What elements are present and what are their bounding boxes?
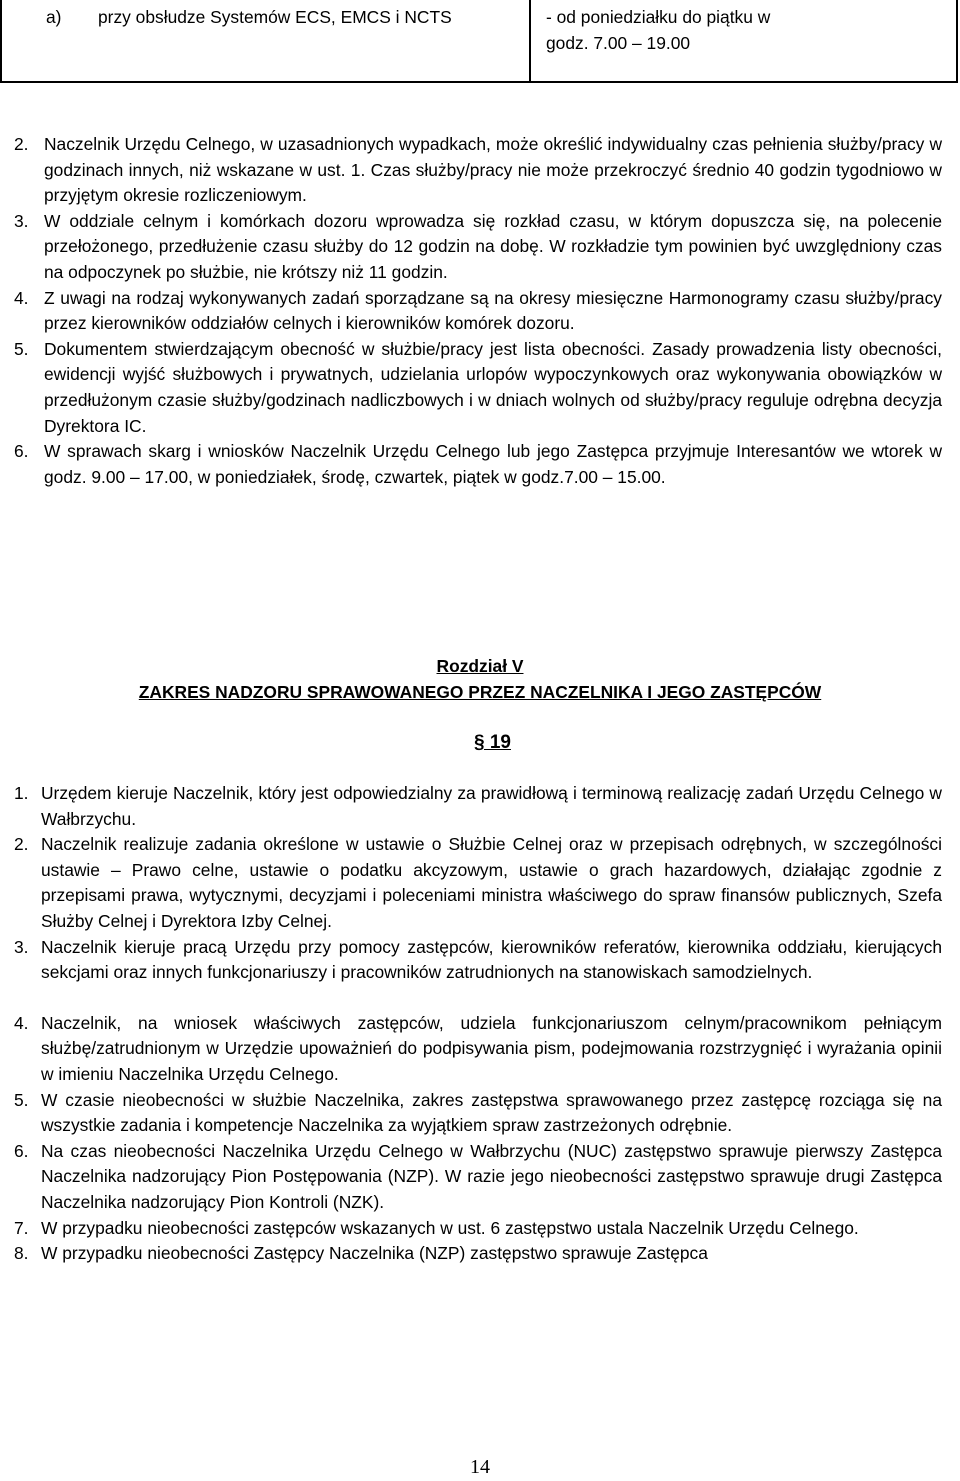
- list-item: [14, 337, 942, 439]
- item-text: Naczelnik kieruje pracą Urzędu przy pomocy zastępców, kierowników referatów, kierownika oddziału, kierujących sekcjami oraz innych funkcjonariuszy i pracowników zatrudnionych na stanowiskach samodzielnych.: [41, 936, 942, 983]
- upper-list: [14, 132, 942, 490]
- list-item: [14, 832, 942, 934]
- item-text: Urzędem kieruje Naczelnik, który jest odpowiedzialny za prawidłową i terminową realizację zadań Urzędu Celnego w Wałbrzychu.: [41, 783, 942, 829]
- item-number: 4.: [14, 1012, 29, 1033]
- list-item: [14, 1088, 942, 1139]
- item-text: Na czas nieobecności Naczelnika Urzędu Celnego w Wałbrzychu (NUC) zastępstwo sprawuje pierwszy Zastępca Naczelnika nadzorujący Pion Postępowania (NZP). W razie jego nieobecności zastępstwo sprawuje drugi Zastępca Naczelnika nadzorujący Pion Kontroli (NZK).: [41, 1140, 942, 1212]
- item-text: W czasie nieobecności w służbie Naczelnika, zakres zastępstwa sprawowanego przez zastępcę rozciąga się na wszystkie zadania i kompetencje Naczelnika za wyjątkiem spraw zastrzeżonych odrębnie.: [41, 1089, 942, 1136]
- hours-table: [0, 0, 958, 83]
- list-item: [14, 1241, 942, 1267]
- list-item: [14, 781, 942, 832]
- item-number: 3.: [14, 936, 29, 957]
- list-item: [14, 209, 942, 286]
- item-number: 5.: [14, 1089, 29, 1110]
- list-item: [14, 439, 942, 490]
- table-cell-right: - od poniedziałku do piątku w godz. 7.00 – 19.00: [546, 7, 771, 53]
- list-item: [14, 1216, 942, 1242]
- item-text: W przypadku nieobecności Zastępcy Naczelnika (NZP) zastępstwo sprawuje Zastępca: [41, 1243, 708, 1264]
- item-text: W przypadku nieobecności zastępców wskazanych w ust. 6 zastępstwo ustala Naczelnik Urzędu Celnego.: [41, 1217, 859, 1238]
- item-number: 5.: [14, 338, 29, 359]
- item-text: W oddziale celnym i komórkach dozoru wprowadza się rozkład czasu, w którym dopuszcza się, na polecenie przełożonego, przedłużenie czasu służby do 12 godzin na dobę. W rozkładzie tym powinien być uwzględniony czas na odpoczynek po służbie, nie krótszy niż 11 godzin.: [44, 210, 942, 282]
- item-number: 2.: [14, 834, 29, 855]
- list-item: [14, 935, 942, 986]
- list-item: [14, 132, 942, 209]
- item-number: 6.: [14, 1140, 29, 1161]
- item-text: Z uwagi na rodzaj wykonywanych zadań sporządzane są na okresy miesięczne Harmonogramy czasu służby/pracy przez kierowników oddziałów celnych i kierowników komórek dozoru.: [44, 287, 942, 334]
- lower-list: [14, 781, 942, 1267]
- table-divider: [529, 0, 531, 81]
- item-number: 1.: [14, 783, 29, 803]
- item-number: 3.: [14, 210, 29, 231]
- table-item-number: a): [46, 7, 62, 27]
- item-number: 8.: [14, 1243, 29, 1264]
- chapter-title: ZAKRES NADZORU SPRAWOWANEGO PRZEZ NACZELNIKA I JEGO ZASTĘPCÓW: [138, 682, 822, 702]
- item-text: W sprawach skarg i wniosków Naczelnik Urzędu Celnego lub jego Zastępca przyjmuje Interesantów we wtorek w godz. 9.00 – 17.00, w poniedziałek, środę, czwartek, piątek w godz.7.00 – 15.00.: [44, 441, 942, 487]
- item-number: 4.: [14, 287, 29, 308]
- paragraph-sign: § 19: [474, 732, 511, 753]
- item-number: 7.: [14, 1217, 29, 1238]
- item-text: Naczelnik, na wniosek właściwych zastępców, udziela funkcjonariuszom celnym/pracownikom pełniącym służbę/zatrudnionym w Urzędzie upoważnień do podpisywania pism, podejmowania rozstrzygnięć i wyrażania opinii w imieniu Naczelnika Urzędu Celnego.: [41, 1012, 942, 1084]
- page-number: 14: [470, 1456, 490, 1478]
- item-number: 2.: [14, 134, 29, 154]
- item-number: 6.: [14, 441, 29, 462]
- item-text: Dokumentem stwierdzającym obecność w służbie/pracy jest lista obecności. Zasady prowadzenia listy obecności, ewidencji wyjść służbowych i prywatnych, udzielania urlopów wypoczynkowych oraz wykonywania obowiązków w przedłużonym czasie służby/godzinach nadliczbowych i w dniach wolnych od służby/pracy reguluje odrębna decyzja Dyrektora IC.: [44, 338, 942, 436]
- list-item: [14, 286, 942, 337]
- list-item: [14, 1139, 942, 1216]
- item-text: Naczelnik realizuje zadania określone w ustawie o Służbie Celnej oraz w przepisach odrębnych, w szczególności ustawie – Prawo celne, ustawie o podatku akcyzowym, ustawie o grach hazardowych, działając zgodnie z przepisami prawa, wytycznymi, decyzjami i poleceniami ministra właściwego do spraw finansów publicznych, Szefa Służby Celnej i Dyrektora Izby Celnej.: [41, 834, 942, 931]
- table-item-text: przy obsłudze Systemów ECS, EMCS i NCTS: [98, 7, 452, 27]
- item-text: Naczelnik Urzędu Celnego, w uzasadnionych wypadkach, może określić indywidualny czas pełnienia służby/pracy w godzinach innych, niż wskazane w ust. 1. Czas służby/pracy nie może przekroczyć średnio 40 godzin tygodniowo w przyjętym okresie rozliczeniowym.: [44, 134, 942, 206]
- list-item: [14, 1011, 942, 1088]
- chapter-heading: Rozdział V: [436, 656, 524, 676]
